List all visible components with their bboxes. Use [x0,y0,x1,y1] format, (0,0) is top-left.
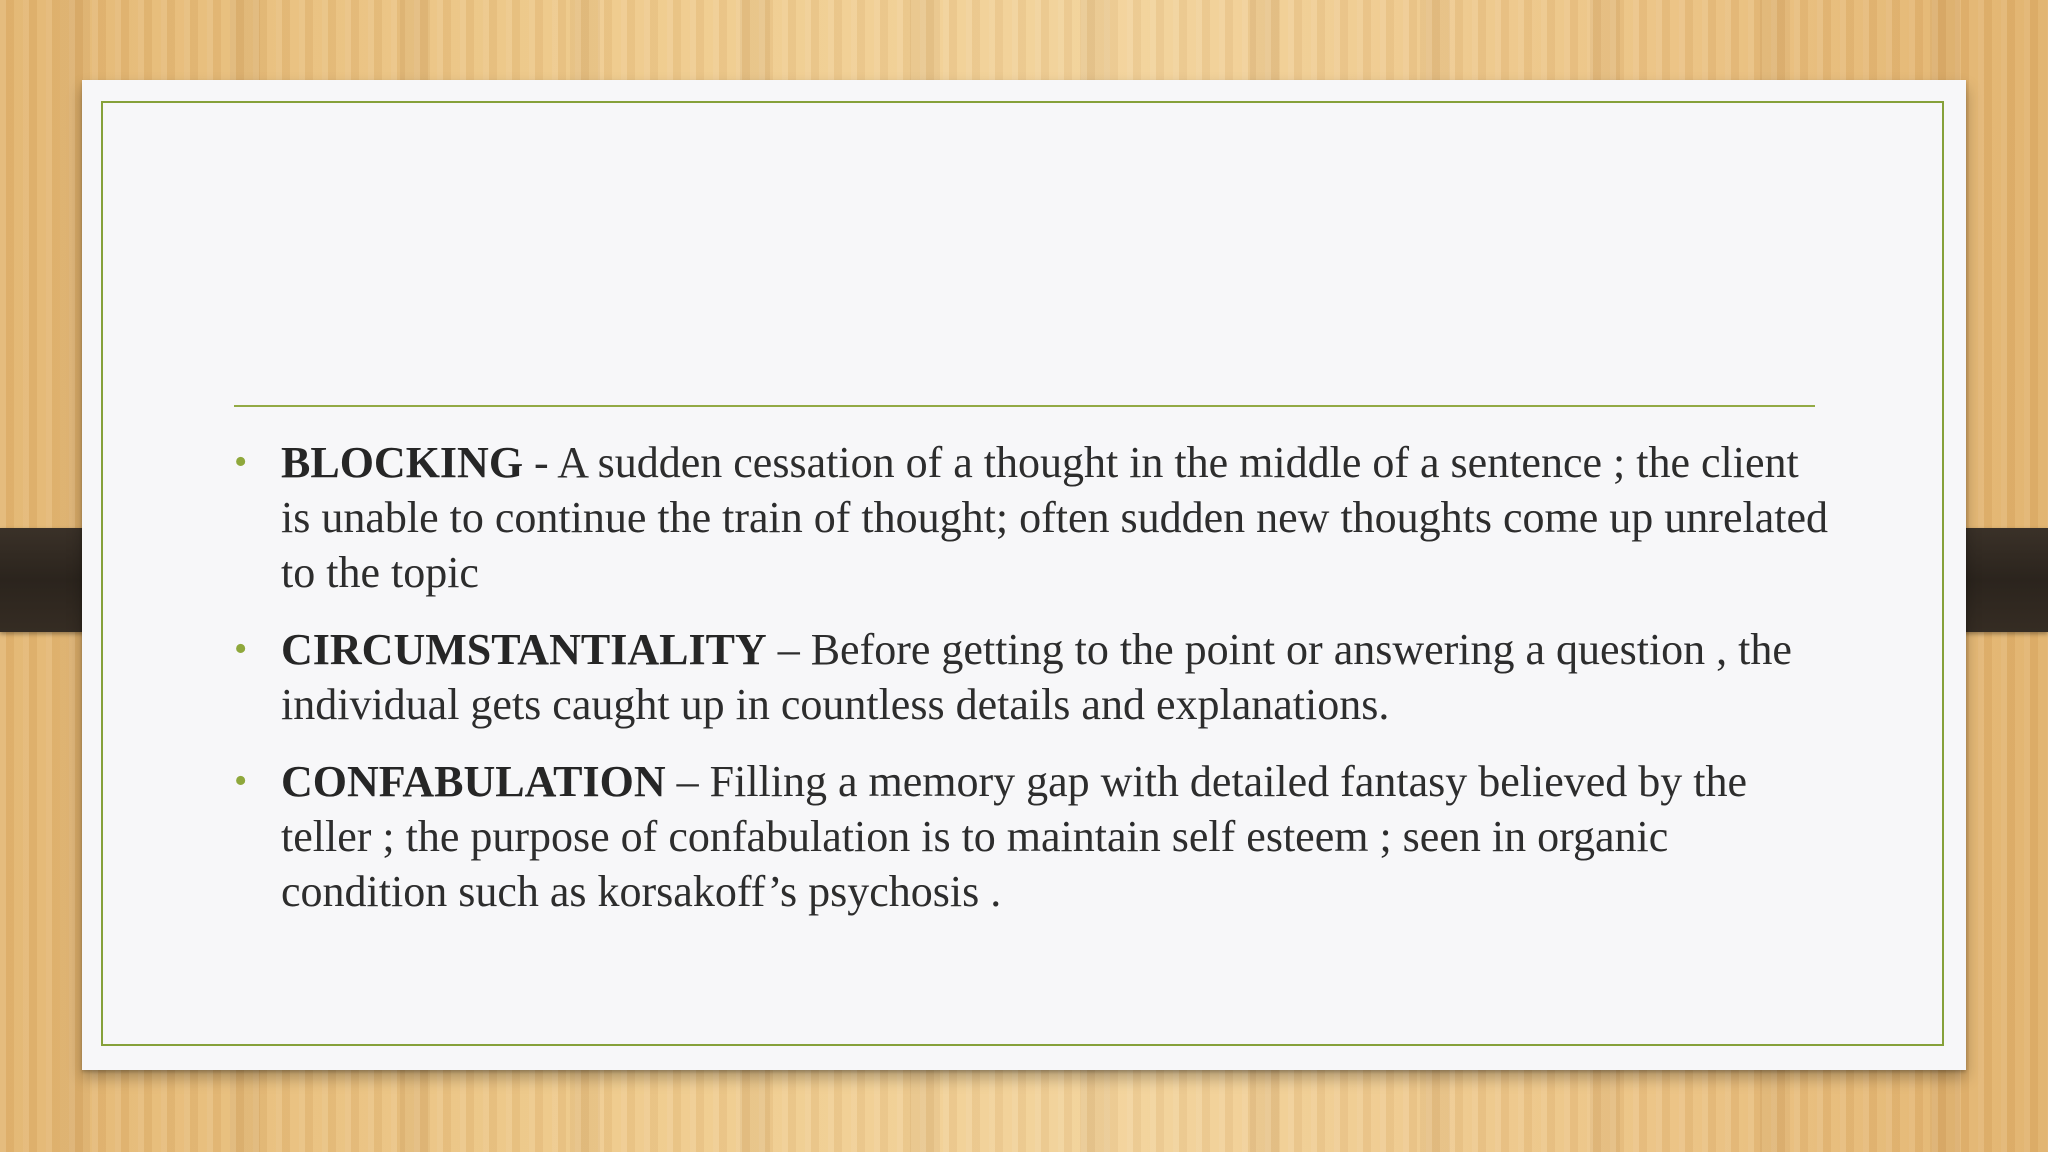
bullet-item-blocking [234,435,1834,600]
bullet-term: CIRCUMSTANTIALITY [281,625,767,674]
bullet-dot-icon: • [234,760,248,802]
bullet-term: BLOCKING [281,438,524,487]
bullet-separator: – [766,625,811,674]
bullet-dot-icon: • [234,628,248,670]
bullet-item-confabulation [234,754,1834,919]
bullet-term: CONFABULATION [281,757,666,806]
slide [82,80,1966,1070]
bullet-list [234,435,1834,941]
bullet-separator: - [523,438,558,487]
title-divider-line [234,405,1815,407]
bullet-definition: A sudden cessation of a thought in the middle of a sentence ; the client is unable to continue the train of thought; often sudden new thoughts come up unrelated to the topic [281,438,1828,597]
bullet-item-circumstantiality [234,622,1834,732]
bullet-definition: Before getting to the point or answering a question , the individual gets caught up in countless details and explanations. [281,625,1792,729]
bullet-dot-icon: • [234,441,248,483]
bullet-separator: – [665,757,710,806]
bullet-definition: Filling a memory gap with detailed fantasy believed by the teller ; the purpose of confabulation is to maintain self esteem ; seen in organic condition such as korsakoff’s psychosis . [281,757,1748,916]
